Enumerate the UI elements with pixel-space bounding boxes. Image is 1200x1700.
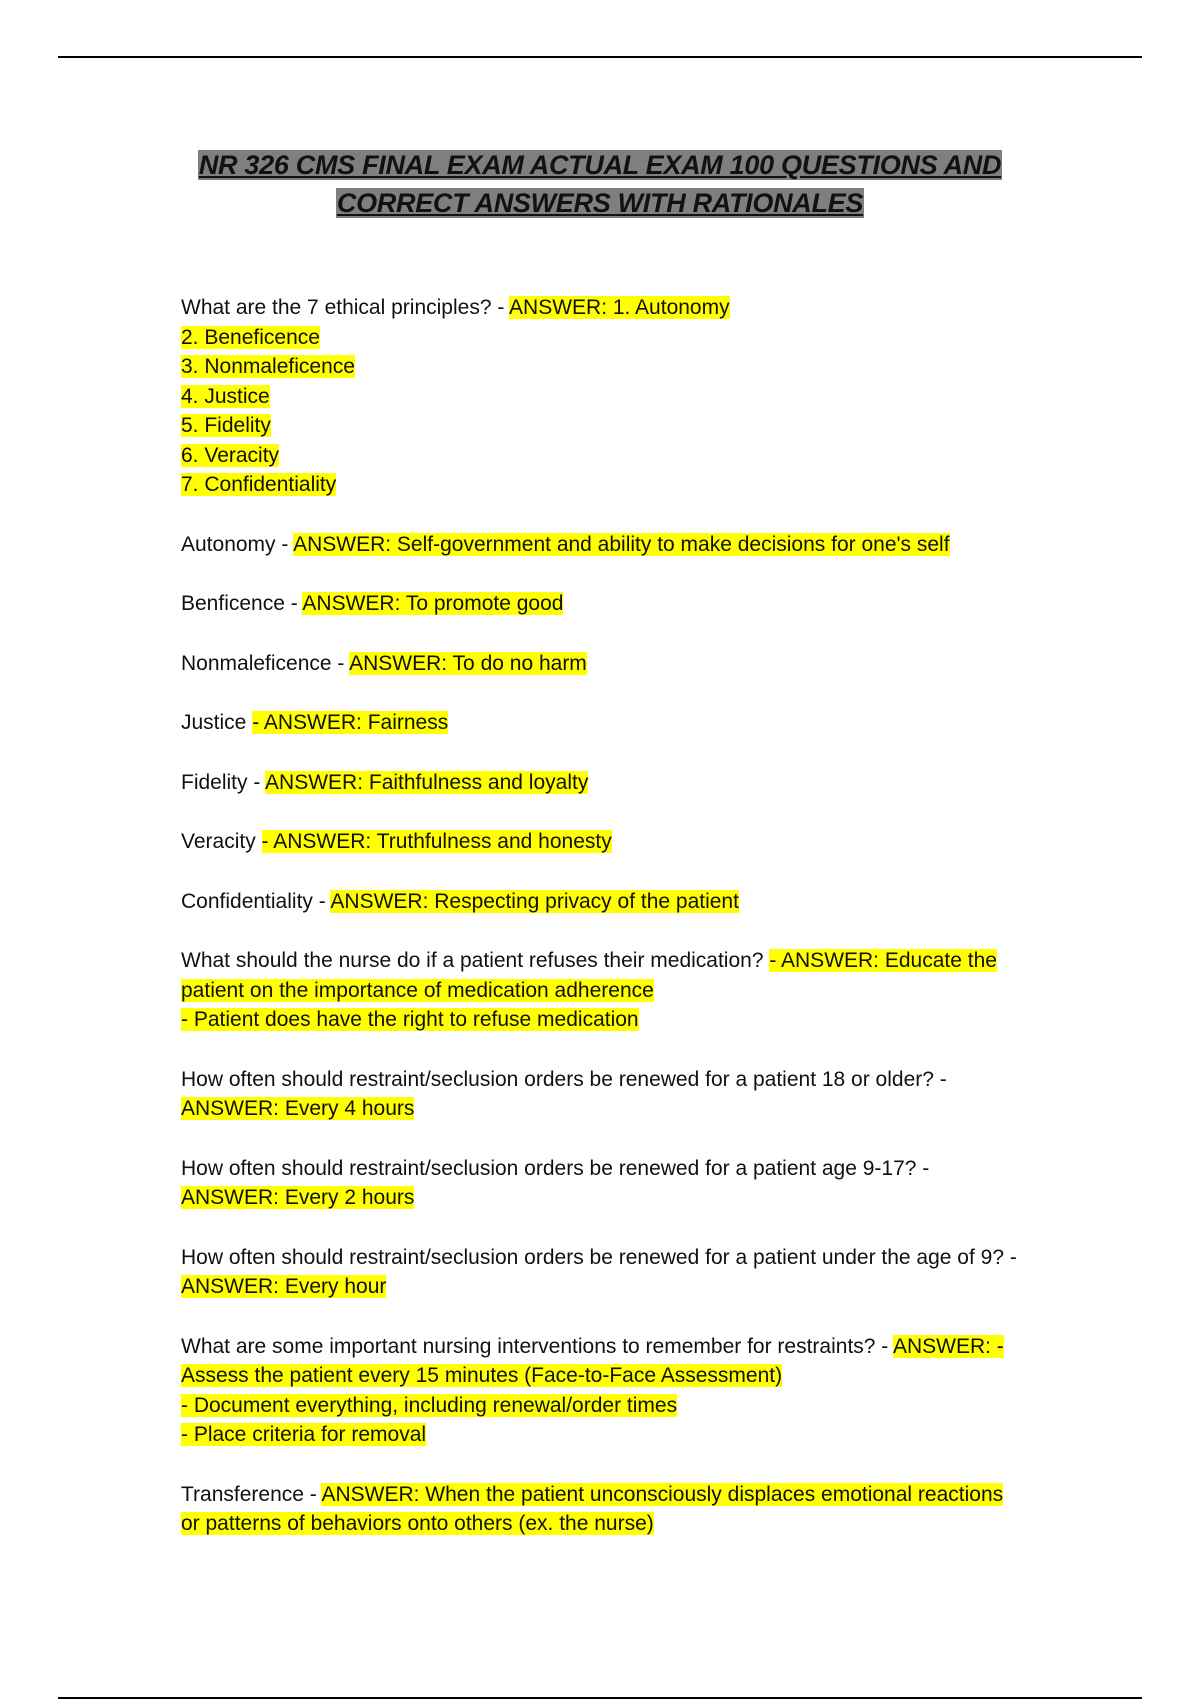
- answer-text: ANSWER: Every 4 hours: [181, 1097, 415, 1120]
- question-text: Veracity: [181, 830, 262, 853]
- question-text: Benficence -: [181, 592, 303, 615]
- document-title: [150, 146, 1050, 222]
- question-text: What are the 7 ethical principles? -: [181, 296, 510, 319]
- answer-text: ANSWER: Respecting privacy of the patient: [330, 889, 739, 913]
- bottom-rule: [58, 1697, 1142, 1699]
- qa-item: [181, 1332, 1021, 1450]
- title-line-1: NR 326 CMS FINAL EXAM ACTUAL EXAM 100 QUESTIONS AND: [198, 150, 1002, 180]
- question-text: Justice: [181, 711, 253, 734]
- answer-text: ANSWER: Self-government and ability to make decisions for one's self: [293, 532, 950, 556]
- answer-text: ANSWER: When the patient unconsciously displaces emotional reactions or patterns of behaviors onto others (ex. the nurse): [181, 1482, 1004, 1535]
- answer-line: 6. Veracity: [181, 443, 280, 467]
- answer-line: - Document everything, including renewal/order times: [181, 1393, 678, 1417]
- qa-list: [181, 293, 1021, 1569]
- answer-line: - Patient does have the right to refuse medication: [181, 1008, 639, 1031]
- answer-text: ANSWER: To promote good: [302, 592, 564, 615]
- title-line-2: CORRECT ANSWERS WITH RATIONALES: [336, 188, 864, 218]
- answer-text: ANSWER: To do no harm: [349, 651, 587, 675]
- question-text: Fidelity -: [181, 770, 266, 794]
- question-text: How often should restraint/seclusion orders be renewed for a patient 18 or older? -: [181, 1067, 947, 1091]
- answer-line: 4. Justice: [181, 384, 270, 408]
- top-rule: [58, 56, 1142, 58]
- qa-item: [181, 946, 1021, 1035]
- answer-text: - ANSWER: Educate the patient on the importance of medication adherence: [181, 949, 997, 1002]
- qa-item: [181, 649, 1021, 679]
- question-text: Autonomy -: [181, 532, 294, 556]
- qa-item: [181, 887, 1021, 917]
- answer-text: ANSWER: 1. Autonomy: [509, 296, 730, 319]
- answer-line: 2. Beneficence: [181, 325, 320, 349]
- question-text: Confidentiality -: [181, 889, 331, 913]
- answer-line: - Place criteria for removal: [181, 1423, 427, 1446]
- answer-text: ANSWER: Every 2 hours: [181, 1186, 415, 1209]
- answer-text: ANSWER: Every hour: [181, 1275, 387, 1298]
- answer-text: - ANSWER: Fairness: [252, 711, 449, 734]
- answer-text: - ANSWER: Truthfulness and honesty: [261, 830, 612, 853]
- question-text: Nonmaleficence -: [181, 651, 350, 675]
- qa-item: [181, 1154, 1021, 1213]
- qa-item: [181, 1065, 1021, 1124]
- answer-line: 5. Fidelity: [181, 414, 271, 437]
- qa-item: [181, 293, 1021, 500]
- qa-item: [181, 1480, 1021, 1539]
- qa-item: [181, 827, 1021, 857]
- qa-item: [181, 1243, 1021, 1302]
- question-text: How often should restraint/seclusion orders be renewed for a patient age 9-17? -: [181, 1156, 930, 1180]
- answer-line: 7. Confidentiality: [181, 473, 337, 496]
- question-text: What are some important nursing interventions to remember for restraints? -: [181, 1334, 893, 1358]
- answer-text: ANSWER: - Assess the patient every 15 minutes (Face-to-Face Assessment): [181, 1334, 1004, 1387]
- qa-item: [181, 768, 1021, 798]
- qa-item: [181, 589, 1021, 619]
- answer-line: 3. Nonmaleficence: [181, 355, 355, 378]
- question-text: How often should restraint/seclusion orders be renewed for a patient under the age of 9? -: [181, 1245, 1017, 1269]
- answer-text: ANSWER: Faithfulness and loyalty: [265, 770, 589, 794]
- question-text: Transference -: [181, 1482, 322, 1506]
- qa-item: [181, 530, 1021, 560]
- qa-item: [181, 708, 1021, 738]
- question-text: What should the nurse do if a patient refuses their medication?: [181, 949, 770, 972]
